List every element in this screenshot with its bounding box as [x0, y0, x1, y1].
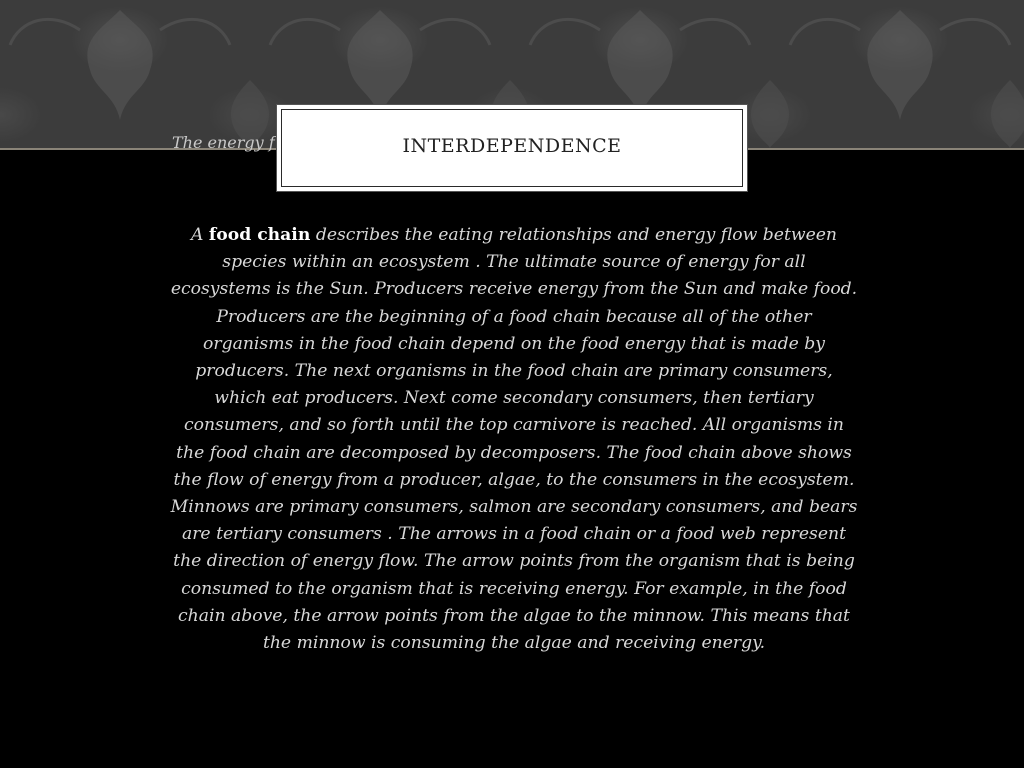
body-term-food-chain: food chain [208, 225, 311, 245]
title-box [276, 104, 748, 192]
body-rest: describes the eating relationships and energy flow between species within an ecosystem . The ultimate source of energy for all ecosystems is the Sun. Producers receive energy from the Sun and make food. Producers are the beginning of a food chain because all of the other organisms in the food chain depend on the food energy that is made by producers. The next organisms in the food chain are primary consumers, which eat producers. Next come secondary consumers, then tertiary consumers, and so forth until the top carnivore is reached. All organisms in the food chain are decomposed by decomposers. The food chain above shows the flow of energy from a producer, algae, to the consumers in the ecosystem. Minnows are primary consumers, salmon are secondary consumers, and bears are tertiary consumers . The arrows in a food chain or a food web represent the direction of energy flow. The arrow points from the organism that is being consumed to the organism that is receiving energy. For example, in the food chain above, the arrow points from the algae to the minnow. This means that the minnow is consuming the algae and receiving energy. [170, 225, 858, 654]
partial-subtitle-left: The energy f [172, 133, 275, 152]
body-lead: A [191, 225, 204, 245]
slide-title: INTERDEPENDENCE [402, 135, 622, 157]
body-paragraph [170, 222, 858, 657]
